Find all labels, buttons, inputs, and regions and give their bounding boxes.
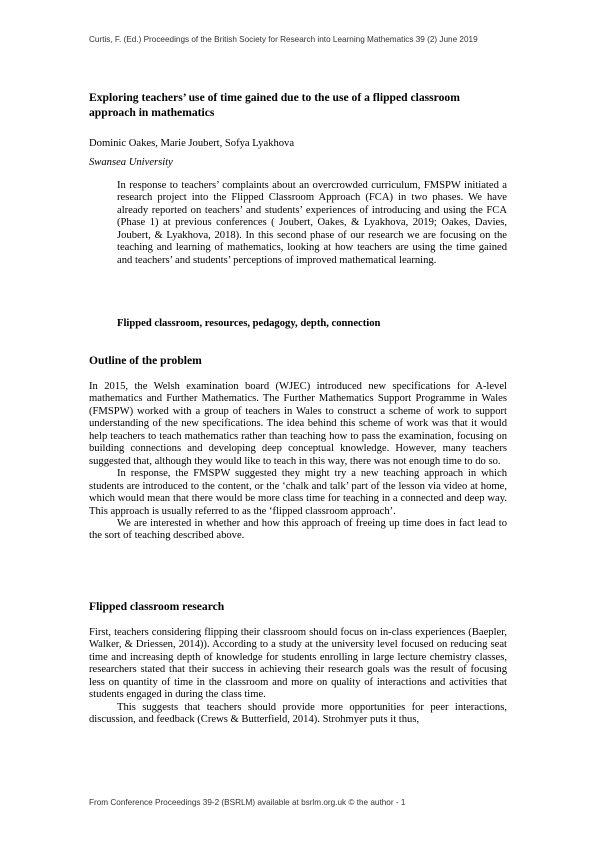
- paragraph: We are interested in whether and how this approach of freeing up time does in fact lead to the sort of teaching described above.: [89, 517, 507, 542]
- author-list: Dominic Oakes, Marie Joubert, Sofya Lyakhova: [89, 138, 295, 149]
- keywords: Flipped classroom, resources, pedagogy, depth, connection: [117, 318, 381, 329]
- paragraph: In 2015, the Welsh examination board (WJEC) introduced new specifications for A-level mathematics and Further Mathematics. The Further Mathematics Support Programme in Wales (FMSPW) worked with a group of teachers in Wales to construct a scheme of work to support understanding of the new specifications. The idea behind this scheme of work was that it would help teachers to teach mathematics rather than teaching how to pass the examination, focusing on building connections and developing deep conceptual knowledge. However, many teachers suggested that, although they would like to teach in this way, there was not enough time to do so.: [89, 381, 507, 467]
- section-heading-flipped-research: Flipped classroom research: [89, 600, 225, 613]
- paragraph: First, teachers considering flipping their classroom should focus on in-class experiences (Baepler, Walker, & Driessen, 2014)). According to a study at the university level focused on reducing seat time and increasing depth of knowledge for students enrolling in large lecture chemistry classes, researchers stated that their success in achieving their research goals was the result of focusing less on quantity of time in the classroom and more on quality of interactions and activities that students engaged in during the class time.: [89, 627, 507, 701]
- paragraph: This suggests that teachers should provide more opportunities for peer interactions, discussion, and feedback (Crews & Butterfield, 2014). Strohmyer puts it thus,: [89, 701, 507, 726]
- abstract: In response to teachers’ complaints about an overcrowded curriculum, FMSPW initiated a research project into the Flipped Classroom Approach (FCA) in two phases. We have already reported on teachers’ and students’ experiences of introducing and using the FCA (Phase 1) at previous conferences ( Joubert, Oakes, & Lyakhova, 2019; Oakes, Davies, Joubert, & Lyakhova, 2018). In this second phase of our research we are focusing on the teaching and learning of mathematics, looking at how teachers are using the time gained and teachers’ and students’ perceptions of improved mathematical learning.: [117, 180, 507, 266]
- section-heading-outline: Outline of the problem: [89, 354, 202, 367]
- paragraph: In response, the FMSPW suggested they might try a new teaching approach in which students are introduced to the content, or the ‘chalk and talk’ part of the lesson via video at home, which would mean that there would be more class time for teaching in a connected and deep way. This approach is usually referred to as the ‘flipped classroom approach’.: [89, 468, 507, 517]
- running-header: Curtis, F. (Ed.) Proceedings of the British Society for Research into Learning Mathematics 39 (2) June 2019: [89, 35, 478, 44]
- author-affiliation: Swansea University: [89, 157, 173, 168]
- section-body-flipped-research: [89, 627, 507, 727]
- page-footer: From Conference Proceedings 39-2 (BSRLM) available at bsrlm.org.uk © the author - 1: [89, 798, 406, 807]
- paper-title: Exploring teachers’ use of time gained due to the use of a flipped classroom approach in mathematics: [89, 91, 460, 119]
- section-body-outline: [89, 381, 507, 543]
